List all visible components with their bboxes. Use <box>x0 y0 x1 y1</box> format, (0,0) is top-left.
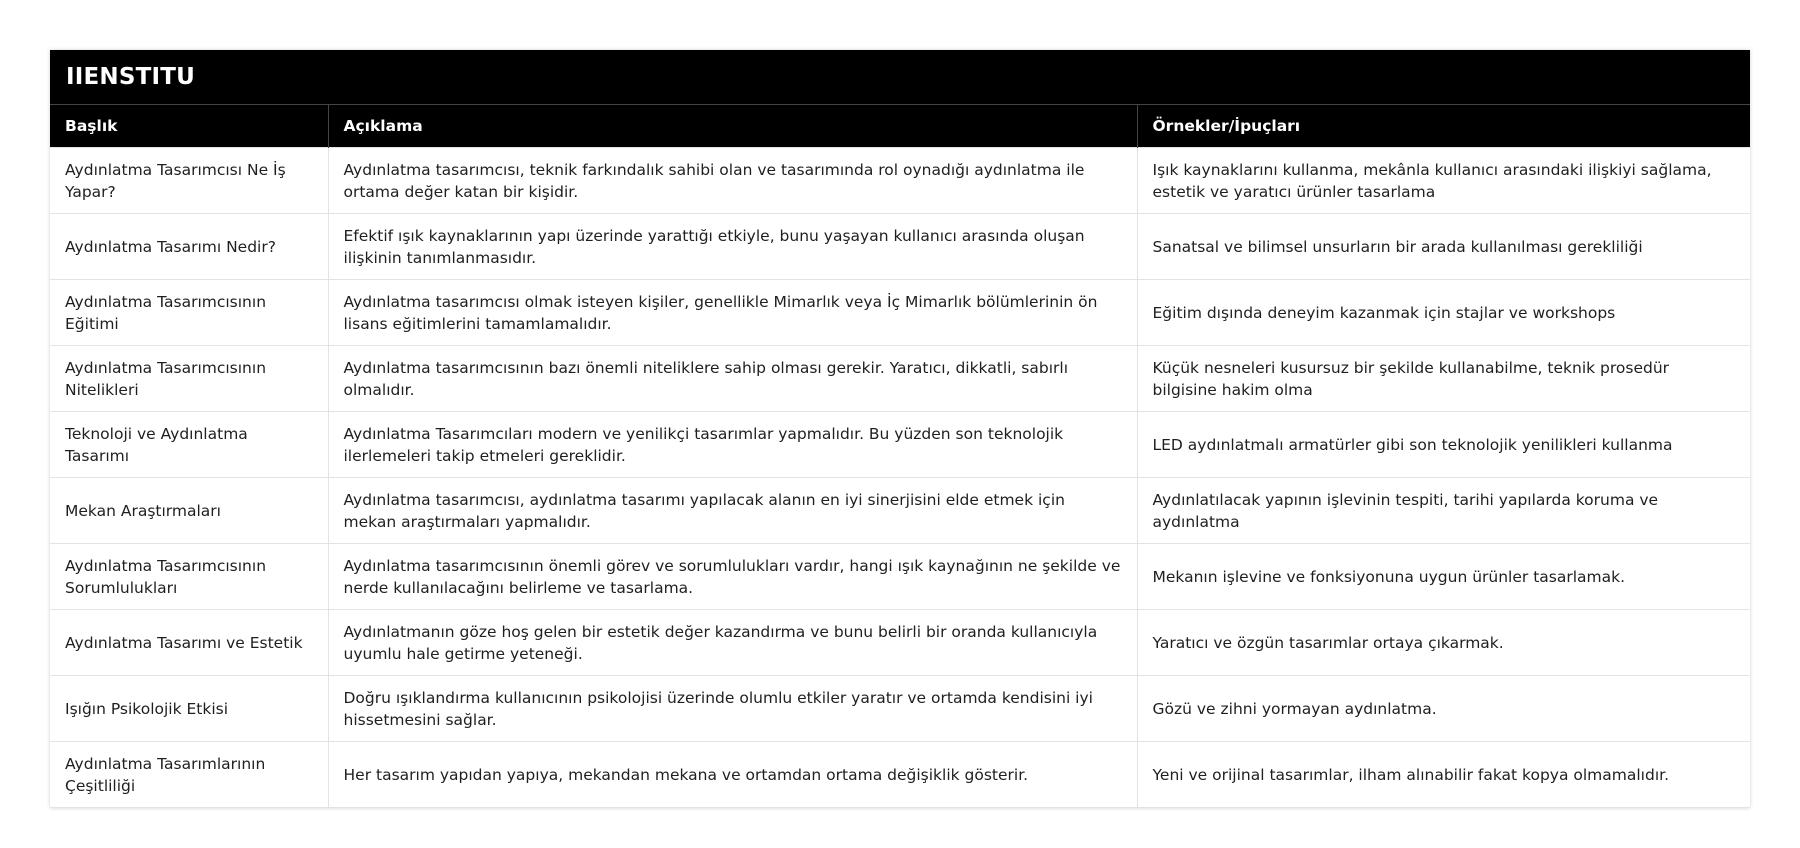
cell-aciklama: Aydınlatma tasarımcısı olmak isteyen kişiler, genellikle Mimarlık veya İç Mimarlık bölümlerinin ön lisans eğitimlerini tamamlamalıdır. <box>328 280 1137 346</box>
table-row <box>50 346 1750 412</box>
cell-aciklama: Doğru ışıklandırma kullanıcının psikolojisi üzerinde olumlu etkiler yaratır ve ortamda kendisini iyi hissetmesini sağlar. <box>328 676 1137 742</box>
cell-ornekler: Küçük nesneleri kusursuz bir şekilde kullanabilme, teknik prosedür bilgisine hakim olma <box>1137 346 1750 412</box>
brand-title: IIENSTITU <box>50 50 1750 104</box>
cell-aciklama: Aydınlatma Tasarımcıları modern ve yenilikçi tasarımlar yapmalıdır. Bu yüzden son teknolojik ilerlemeleri takip etmeleri gereklidir. <box>328 412 1137 478</box>
table-header-row <box>50 105 1750 148</box>
table-row <box>50 610 1750 676</box>
info-table <box>50 104 1750 808</box>
cell-aciklama: Aydınlatma tasarımcısının önemli görev ve sorumlulukları vardır, hangi ışık kaynağının ne şekilde ve nerde kullanılacağını belirleme ve tasarlama. <box>328 544 1137 610</box>
column-header-aciklama: Açıklama <box>328 105 1137 148</box>
cell-ornekler: Mekanın işlevine ve fonksiyonuna uygun ürünler tasarlamak. <box>1137 544 1750 610</box>
cell-aciklama: Aydınlatmanın göze hoş gelen bir estetik değer kazandırma ve bunu belirli bir oranda kullanıcıyla uyumlu hale getirme yeteneği. <box>328 610 1137 676</box>
cell-baslik: Aydınlatma Tasarımı Nedir? <box>50 214 328 280</box>
cell-ornekler: Sanatsal ve bilimsel unsurların bir arada kullanılması gerekliliği <box>1137 214 1750 280</box>
cell-ornekler: Yaratıcı ve özgün tasarımlar ortaya çıkarmak. <box>1137 610 1750 676</box>
column-header-ornekler: Örnekler/İpuçları <box>1137 105 1750 148</box>
table-row <box>50 412 1750 478</box>
cell-ornekler: LED aydınlatmalı armatürler gibi son teknolojik yenilikleri kullanma <box>1137 412 1750 478</box>
table-row <box>50 214 1750 280</box>
cell-aciklama: Aydınlatma tasarımcısının bazı önemli niteliklere sahip olması gerekir. Yaratıcı, dikkatli, sabırlı olmalıdır. <box>328 346 1137 412</box>
column-header-baslik: Başlık <box>50 105 328 148</box>
table-row <box>50 742 1750 808</box>
cell-ornekler: Eğitim dışında deneyim kazanmak için stajlar ve workshops <box>1137 280 1750 346</box>
cell-baslik: Işığın Psikolojik Etkisi <box>50 676 328 742</box>
cell-baslik: Aydınlatma Tasarımcısının Sorumlulukları <box>50 544 328 610</box>
cell-baslik: Mekan Araştırmaları <box>50 478 328 544</box>
content-card <box>50 50 1750 808</box>
cell-baslik: Aydınlatma Tasarımcısının Eğitimi <box>50 280 328 346</box>
cell-baslik: Teknoloji ve Aydınlatma Tasarımı <box>50 412 328 478</box>
table-row <box>50 478 1750 544</box>
cell-aciklama: Her tasarım yapıdan yapıya, mekandan mekana ve ortamdan ortama değişiklik gösterir. <box>328 742 1137 808</box>
table-row <box>50 148 1750 214</box>
cell-baslik: Aydınlatma Tasarımlarının Çeşitliliği <box>50 742 328 808</box>
cell-aciklama: Aydınlatma tasarımcısı, aydınlatma tasarımı yapılacak alanın en iyi sinerjisini elde etmek için mekan araştırmaları yapmalıdır. <box>328 478 1137 544</box>
cell-ornekler: Işık kaynaklarını kullanma, mekânla kullanıcı arasındaki ilişkiyi sağlama, estetik ve yaratıcı ürünler tasarlama <box>1137 148 1750 214</box>
table-row <box>50 544 1750 610</box>
cell-ornekler: Yeni ve orijinal tasarımlar, ilham alınabilir fakat kopya olmamalıdır. <box>1137 742 1750 808</box>
cell-baslik: Aydınlatma Tasarımı ve Estetik <box>50 610 328 676</box>
cell-aciklama: Efektif ışık kaynaklarının yapı üzerinde yarattığı etkiyle, bunu yaşayan kullanıcı arasında oluşan ilişkinin tanımlanmasıdır. <box>328 214 1137 280</box>
table-row <box>50 676 1750 742</box>
cell-ornekler: Aydınlatılacak yapının işlevinin tespiti, tarihi yapılarda koruma ve aydınlatma <box>1137 478 1750 544</box>
table-row <box>50 280 1750 346</box>
cell-baslik: Aydınlatma Tasarımcısı Ne İş Yapar? <box>50 148 328 214</box>
cell-ornekler: Gözü ve zihni yormayan aydınlatma. <box>1137 676 1750 742</box>
cell-aciklama: Aydınlatma tasarımcısı, teknik farkındalık sahibi olan ve tasarımında rol oynadığı aydınlatma ile ortama değer katan bir kişidir. <box>328 148 1137 214</box>
cell-baslik: Aydınlatma Tasarımcısının Nitelikleri <box>50 346 328 412</box>
